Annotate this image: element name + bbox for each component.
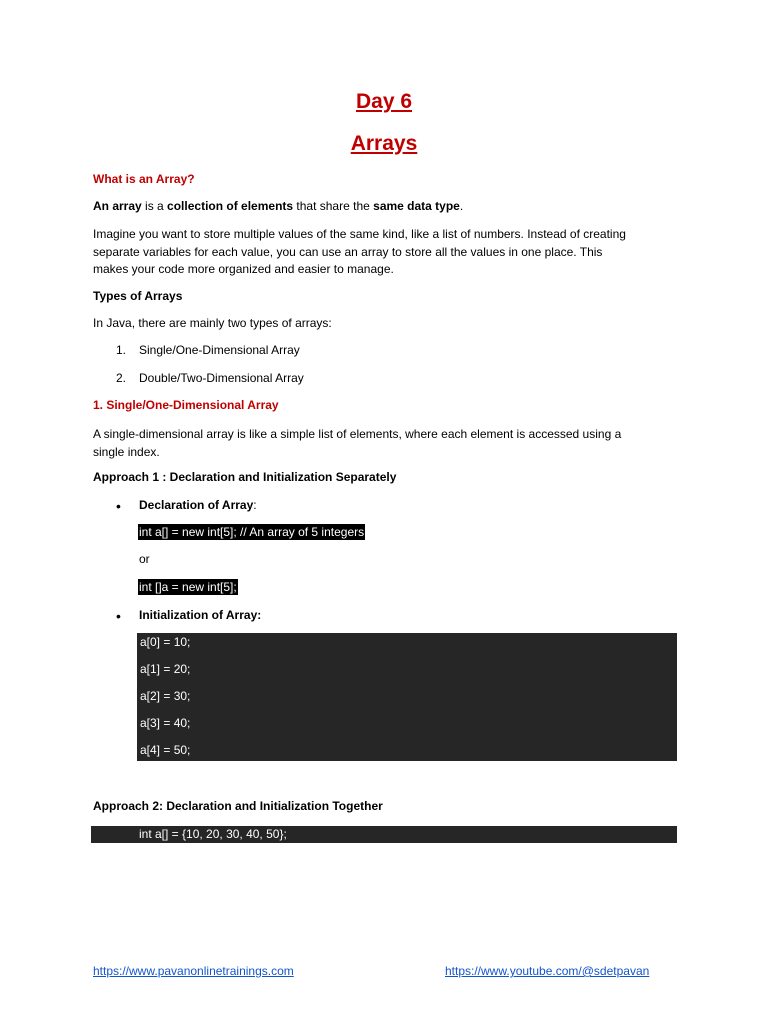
- single-array-description: [93, 426, 683, 461]
- list-number: 2.: [116, 371, 127, 385]
- declaration-term: Declaration of Array: [139, 498, 254, 512]
- website-link-text[interactable]: https://www.pavanonlinetrainings.com: [93, 964, 294, 978]
- what-is-array-heading: What is an Array?: [93, 172, 195, 186]
- def-text-2: that share the: [293, 199, 374, 213]
- code-line: a[0] = 10;: [140, 635, 191, 649]
- code-line: a[1] = 20;: [140, 662, 191, 676]
- code-snippet: int []a = new int[5];: [139, 580, 237, 594]
- types-intro: In Java, there are mainly two types of arrays:: [93, 316, 332, 330]
- initialization-code-block: [137, 633, 677, 761]
- approach1-heading: Approach 1 : Declaration and Initialization Separately: [93, 470, 397, 484]
- day-title: Day 6: [355, 90, 413, 113]
- approach2-heading: Approach 2: Declaration and Initialization Together: [93, 799, 383, 813]
- approach2-code-block: [91, 826, 677, 843]
- types-heading: Types of Arrays: [93, 289, 183, 303]
- code-line: int a[] = {10, 20, 30, 40, 50};: [139, 827, 287, 841]
- youtube-link-text[interactable]: https://www.youtube.com/@sdetpavan: [445, 964, 650, 978]
- code-line: a[3] = 40;: [140, 716, 191, 730]
- intro-line-3: makes your code more organized and easier to manage.: [93, 262, 394, 276]
- intro-line-1: Imagine you want to store multiple values of the same kind, like a list of numbers. Instead of creating: [93, 227, 626, 241]
- footer-website-link[interactable]: [93, 964, 294, 978]
- list-label: Double/Two-Dimensional Array: [139, 371, 304, 385]
- colon: :: [253, 498, 257, 512]
- single-array-heading: 1. Single/One-Dimensional Array: [93, 398, 279, 412]
- list-item: [116, 371, 304, 385]
- def-text-1: is a: [141, 199, 168, 213]
- initialization-term: Initialization of Array: [139, 608, 258, 622]
- topic-title: Arrays: [350, 132, 418, 155]
- intro-paragraph: [93, 226, 683, 279]
- bullet-icon: •: [116, 498, 121, 514]
- def-term-3: same data type: [373, 199, 460, 213]
- list-number: 1.: [116, 343, 127, 357]
- def-term: An array: [93, 199, 142, 213]
- declaration-label: [139, 498, 257, 512]
- bullet-icon: •: [116, 608, 121, 624]
- code-line: a[4] = 50;: [140, 743, 191, 757]
- list-item: [116, 343, 300, 357]
- initialization-label: [139, 608, 261, 622]
- colon: :: [257, 608, 262, 622]
- declaration-code-1: [138, 525, 365, 539]
- def-text-3: .: [459, 199, 464, 213]
- code-line: a[2] = 30;: [140, 689, 191, 703]
- list-label: Single/One-Dimensional Array: [139, 343, 300, 357]
- footer-youtube-link[interactable]: [445, 964, 649, 978]
- intro-line-2: separate variables for each value, you can use an array to store all the values in one place. This: [93, 244, 603, 259]
- or-text: or: [139, 552, 150, 566]
- def-term-2: collection of elements: [167, 199, 294, 213]
- desc-line-2: single index.: [93, 444, 160, 459]
- array-definition: [93, 199, 463, 213]
- declaration-code-2: [138, 580, 238, 594]
- code-snippet: int a[] = new int[5]; // An array of 5 integers: [139, 525, 365, 539]
- desc-line-1: A single-dimensional array is like a simple list of elements, where each element is accessed using a: [93, 427, 622, 441]
